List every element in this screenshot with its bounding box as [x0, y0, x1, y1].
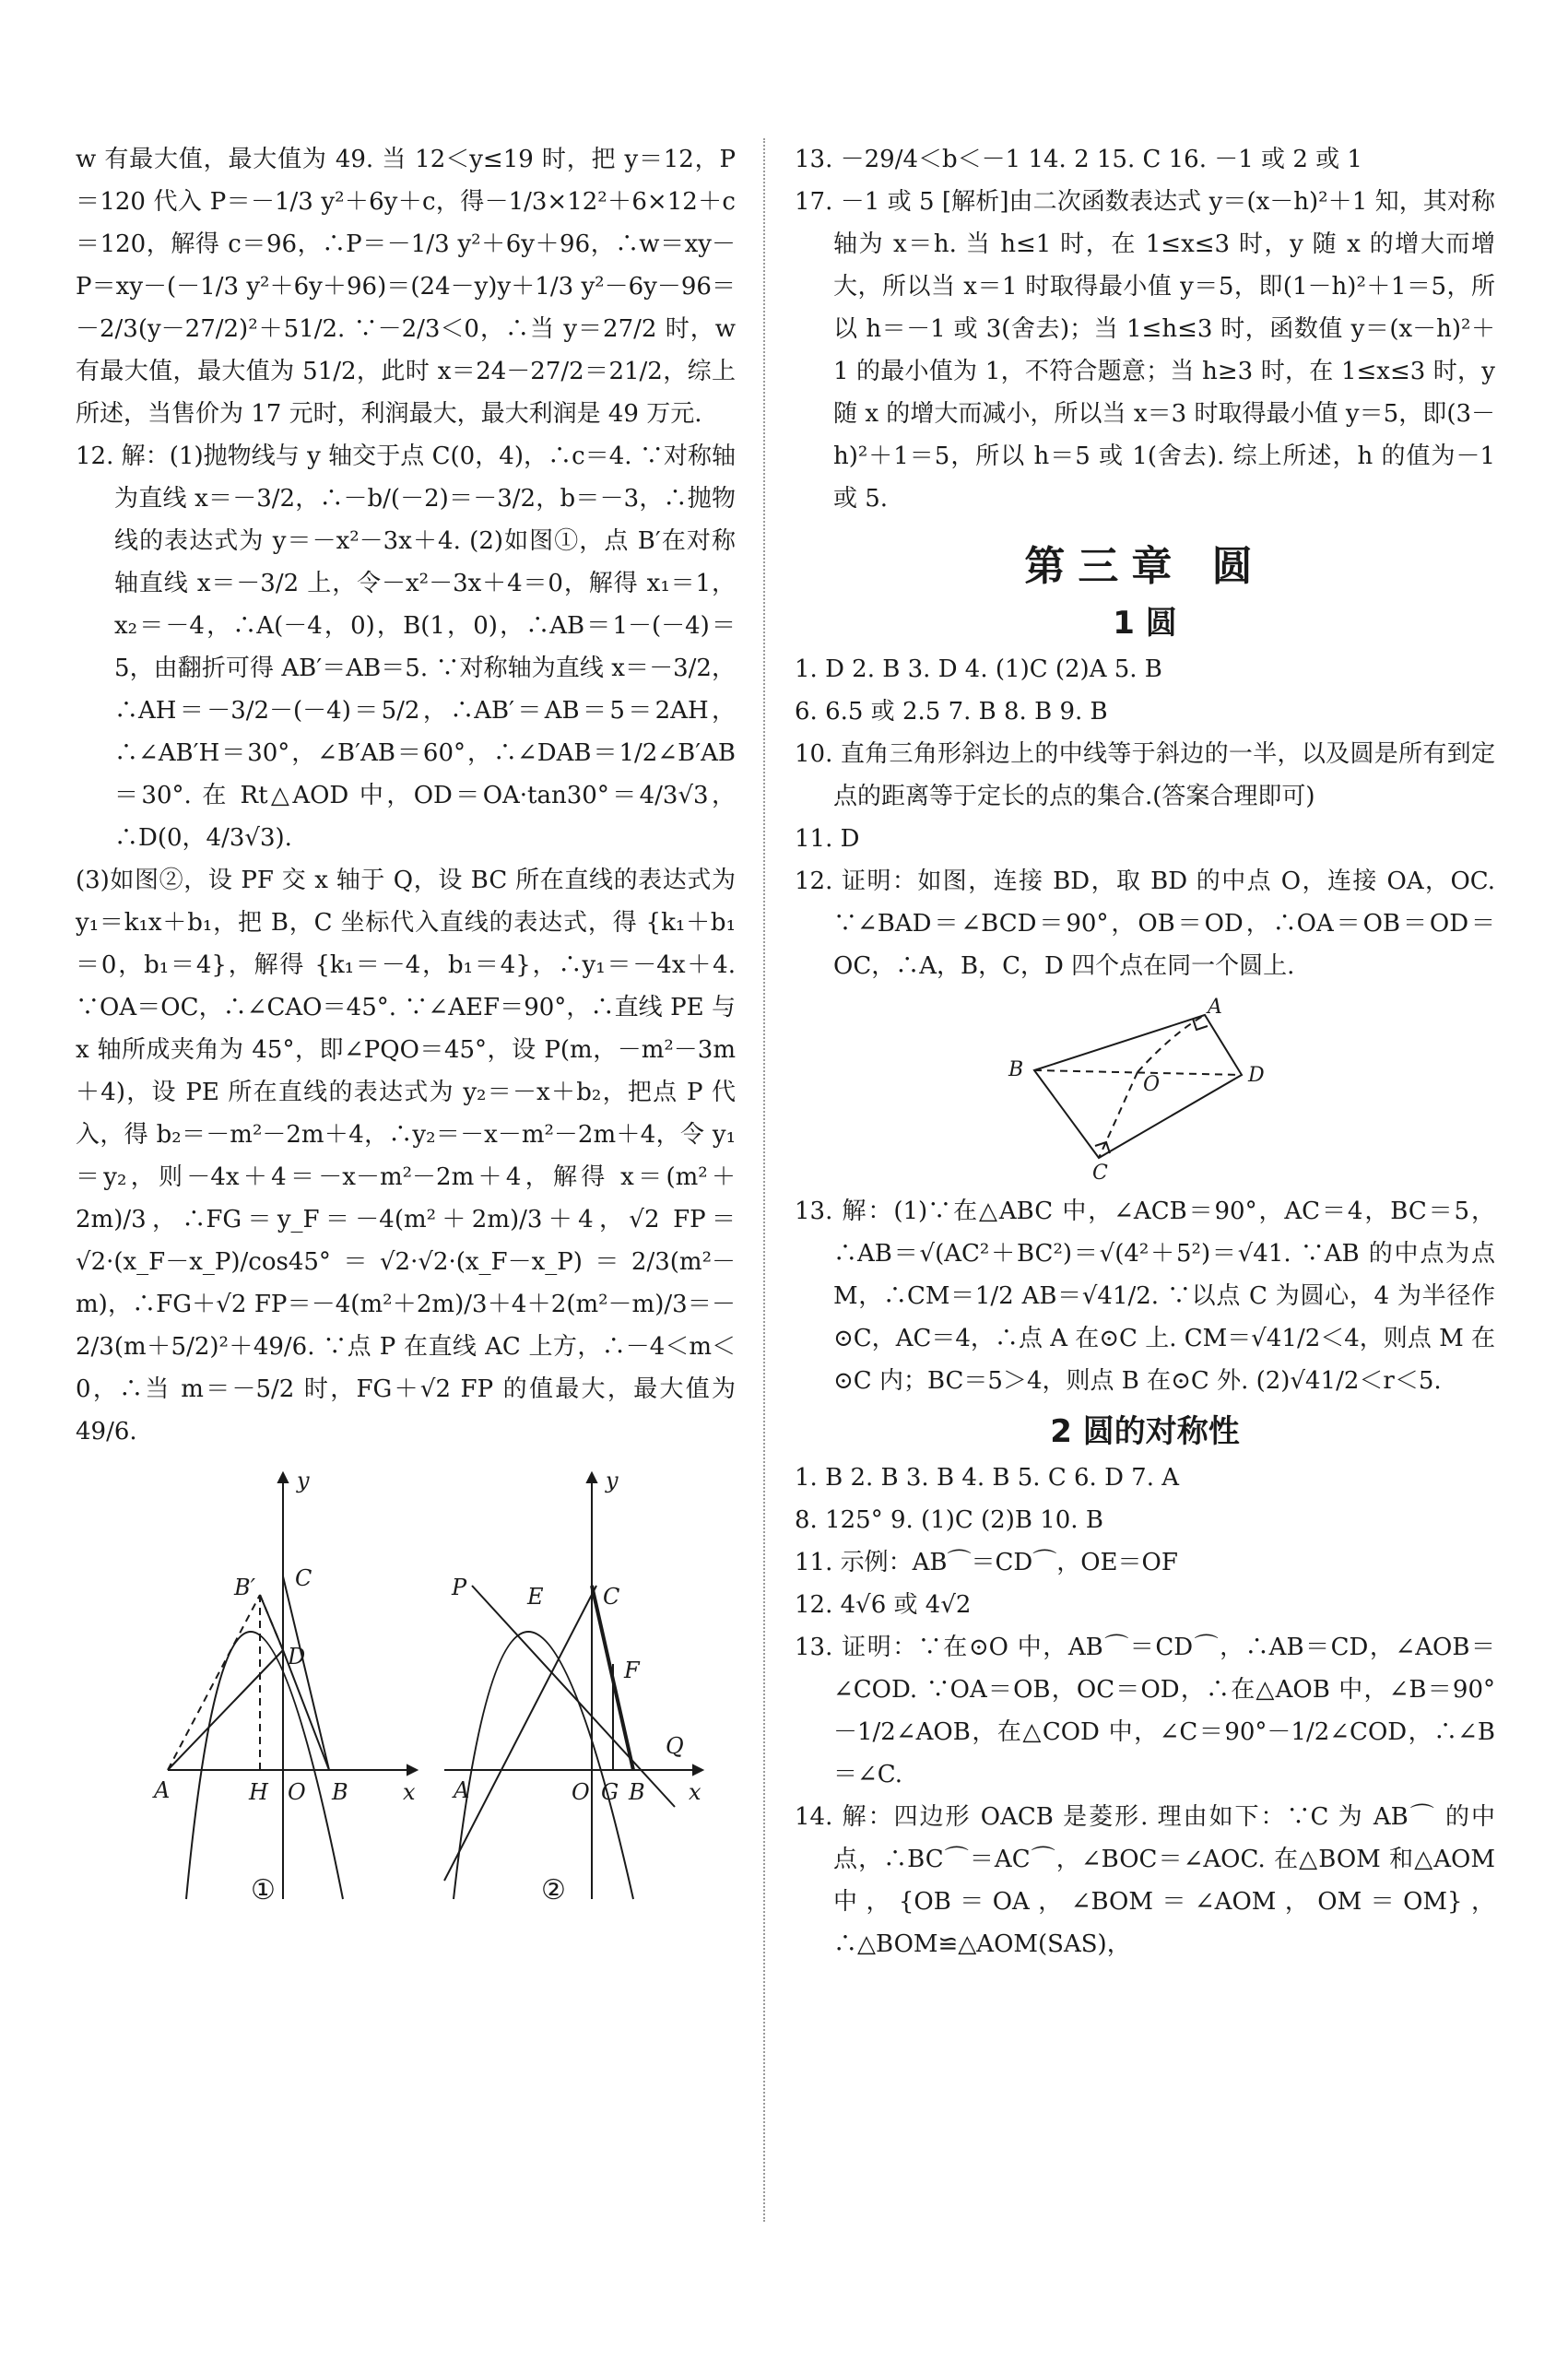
right-angle-a: [1193, 1019, 1208, 1030]
s2-answer-11: 11. 示例：AB⌒＝CD⌒，OE＝OF: [795, 1549, 1178, 1576]
s1-answer-13: 13. 解：(1)∵在△ABC 中，∠ACB＝90°，AC＝4，BC＝5，∴AB＝√(AC²＋BC²)＝√(4²＋5²)＝√41. ∵AB 的中点为点 M，∴CM＝1/2 AB＝√41/2. ∵以点 C 为圆心，4 为半径作⊙C，AC＝4，∴点 A 在⊙C 上. CM＝√41/2＜4，则点 M 在⊙C 内；BC＝5＞4，则点 B 在⊙C 外. (2)√41/2＜r＜5.: [795, 1198, 1495, 1395]
answer-17: 17. －1 或 5 [解析]由二次函数表达式 y＝(x－h)²＋1 知，其对称轴为 x＝h. 当 h≤1 时，在 1≤x≤3 时，y 随 x 的增大而增大，所以当 x＝1 时取得最小值 y＝5，即(1－h)²＋1＝5，所以 h＝－1 或 3(舍去)；当 1≤h≤3 时，函数值 y＝(x－h)²＋1 的最小值为 1，不符合题意；当 h≥3 时，在 1≤x≤3 时，y 随 x 的增大而减小，所以当 x＝3 时取得最小值 y＝5，即(3－h)²＋1＝5，所以 h＝5 或 1(舍去). 综上所述，h 的值为－1 或 5.: [795, 188, 1495, 513]
label-f: F: [624, 1658, 640, 1683]
label-g: G: [601, 1779, 619, 1805]
left-column: [76, 138, 736, 1945]
label-a: A: [454, 1777, 470, 1803]
label-a: A: [1208, 997, 1222, 1019]
line-pq: [472, 1586, 675, 1807]
label-a: A: [154, 1777, 171, 1803]
s2-answers-1-7: 1. B 2. B 3. B 4. B 5. C 6. D 7. A: [795, 1464, 1180, 1492]
parabola: [454, 1632, 633, 1899]
column-divider: [763, 138, 765, 2222]
s1-answers-6-9: 6. 6.5 或 2.5 7. B 8. B 9. B: [795, 698, 1108, 726]
x-axis-arrow: [407, 1765, 417, 1775]
right-column: [795, 138, 1495, 1965]
label-x: x: [689, 1779, 701, 1805]
label-o: O: [572, 1779, 590, 1805]
label-c: C: [295, 1565, 312, 1591]
label-o: O: [288, 1779, 306, 1805]
line-db: [260, 1595, 283, 1650]
caption-1: ①: [251, 1874, 276, 1906]
segment-oc: [1099, 1072, 1138, 1158]
quadrilateral: [1034, 1015, 1242, 1158]
label-b: B: [629, 1779, 645, 1805]
y-axis-arrow: [278, 1473, 288, 1482]
s1-answer-10: 10. 直角三角形斜边上的中线等于斜边的一半，以及圆是所有到定点的距离等于定长的点的集合.(答案合理即可): [795, 740, 1495, 810]
figure-1: [149, 1466, 426, 1945]
answers-13-16: 13. －29/4＜b＜－1 14. 2 15. C 16. －1 或 2 或 1: [795, 146, 1362, 173]
parabola: [186, 1632, 343, 1899]
s1-answer-12: 12. 证明：如图，连接 BD，取 BD 的中点 O，连接 OA，OC. ∵∠BAD＝∠BCD＝90°，OB＝OD，∴OA＝OB＝OD＝OC，∴A，B，C，D 四个点在同一个圆上.: [795, 867, 1495, 980]
label-x: x: [403, 1779, 416, 1805]
s2-answer-14: 14. 解：四边形 OACB 是菱形. 理由如下：∵C 为 AB⌒ 的中点，∴BC⌒＝AC⌒，∠BOC＝∠AOC. 在△BOM 和△AOM 中，{OB＝OA，∠BOM＝∠AOM，OM＝OM}，∴△BOM≌△AOM(SAS)，: [795, 1803, 1495, 1958]
y-axis-arrow: [587, 1473, 596, 1482]
label-y: y: [297, 1468, 310, 1493]
s2-answers-8-10: 8. 125° 9. (1)C (2)B 10. B: [795, 1506, 1103, 1534]
figure-2: [435, 1466, 712, 1945]
label-d: D: [1248, 1064, 1265, 1087]
label-q: Q: [666, 1733, 684, 1759]
line-ac: [444, 1586, 596, 1881]
answer-12-part3: (3)如图②，设 PF 交 x 轴于 Q，设 BC 所在直线的表达式为 y₁＝k₁x＋b₁，把 B，C 坐标代入直线的表达式，得 {k₁＋b₁＝0，b₁＝4}，解得 {k₁＝－4，b₁＝4}，∴y₁＝－4x＋4. ∵OA＝OC，∴∠CAO＝45°. ∵∠AEF＝90°，∴直线 PE 与 x 轴所成夹角为 45°，即∠PQO＝45°，设 P(m，－m²－3m＋4)，设 PE 所在直线的表达式为 y₂＝－x＋b₂，把点 P 代入，得 b₂＝－m²－2m＋4，∴y₂＝－x－m²－2m＋4，令 y₁＝y₂，则－4x＋4＝－x－m²－2m＋4，解得 x＝(m²＋2m)/3，∴FG＝y_F＝－4(m²＋2m)/3＋4，√2 FP＝√2·(x_F－x_P)/cos45°＝√2·√2·(x_F－x_P)＝2/3(m²－m)，∴FG＋√2 FP＝－4(m²＋2m)/3＋4＋2(m²－m)/3＝－2/3(m＋5/2)²＋49/6. ∵点 P 在直线 AC 上方，∴－4＜m＜0，∴当 m＝－5/2 时，FG＋√2 FP 的值最大，最大值为 49/6.: [76, 867, 736, 1446]
label-b-prime: B′: [234, 1575, 256, 1600]
line-ab-prime: [168, 1595, 260, 1770]
line-ad: [168, 1650, 283, 1770]
label-y: y: [606, 1468, 619, 1493]
label-c: C: [603, 1584, 620, 1610]
label-b: B: [1008, 1058, 1024, 1081]
quadrilateral-figure: [997, 997, 1292, 1181]
chapter-title: 第三章 圆: [1024, 543, 1266, 590]
x-axis-arrow: [693, 1765, 702, 1775]
section-title-2: 2 圆的对称性: [1050, 1413, 1240, 1450]
s1-answers-1-5: 1. D 2. B 3. D 4. (1)C (2)A 5. B: [795, 655, 1162, 683]
label-h: H: [249, 1779, 268, 1805]
label-p: P: [452, 1575, 467, 1600]
figures-row: [76, 1466, 736, 1945]
s2-answer-12: 12. 4√6 或 4√2: [795, 1591, 972, 1619]
label-e: E: [527, 1584, 544, 1610]
label-c: C: [1092, 1162, 1108, 1181]
section-title-1: 1 圆: [1113, 605, 1177, 642]
label-d: D: [288, 1644, 306, 1670]
label-o: O: [1143, 1073, 1161, 1096]
label-b: B: [332, 1779, 348, 1805]
answer-12: 12. 解：(1)抛物线与 y 轴交于点 C(0，4)，∴c＝4. ∵对称轴为直线 x＝－3/2，∴－b/(－2)＝－3/2，b＝－3，∴抛物线的表达式为 y＝－x²－3x＋4. (2)如图①，点 B′在对称轴直线 x＝－3/2 上，令－x²－3x＋4＝0，解得 x₁＝1，x₂＝－4，∴A(－4，0)，B(1，0)，∴AB＝1－(－4)＝5，由翻折可得 AB′＝AB＝5. ∵对称轴为直线 x＝－3/2，∴AH＝－3/2－(－4)＝5/2，∴AB′＝AB＝5＝2AH，∴∠AB′H＝30°，∠B′AB＝60°，∴∠DAB＝1/2∠B′AB＝30°. 在 Rt△AOD 中，OD＝OA·tan30°＝4/3√3，∴D(0，4/3√3).: [76, 442, 736, 852]
s2-answer-13: 13. 证明：∵在⊙O 中，AB⌒＝CD⌒，∴AB＝CD，∠AOB＝∠COD. ∵OA＝OB，OC＝OD，∴在△AOB 中，∠B＝90°－1/2∠AOB，在△COD 中，∠C＝90°－1/2∠COD，∴∠B＝∠C.: [795, 1634, 1495, 1788]
answer-11-continued: w 有最大值，最大值为 49. 当 12＜y≤19 时，把 y＝12，P＝120 代入 P＝－1/3 y²＋6y＋c，得－1/3×12²＋6×12＋c＝120，解得 c＝96，∴P＝－1/3 y²＋6y＋96，∴w＝xy－P＝xy－(－1/3 y²＋6y＋96)＝(24－y)y＋1/3 y²－6y－96＝－2/3(y－27/2)²＋51/2. ∵－2/3＜0，∴当 y＝27/2 时，w 有最大值，最大值为 51/2，此时 x＝24－27/2＝21/2，综上所述，当售价为 17 元时，利润最大，最大利润是 49 万元.: [76, 146, 736, 428]
s1-answer-11: 11. D: [795, 825, 860, 853]
caption-2: ②: [541, 1874, 566, 1906]
